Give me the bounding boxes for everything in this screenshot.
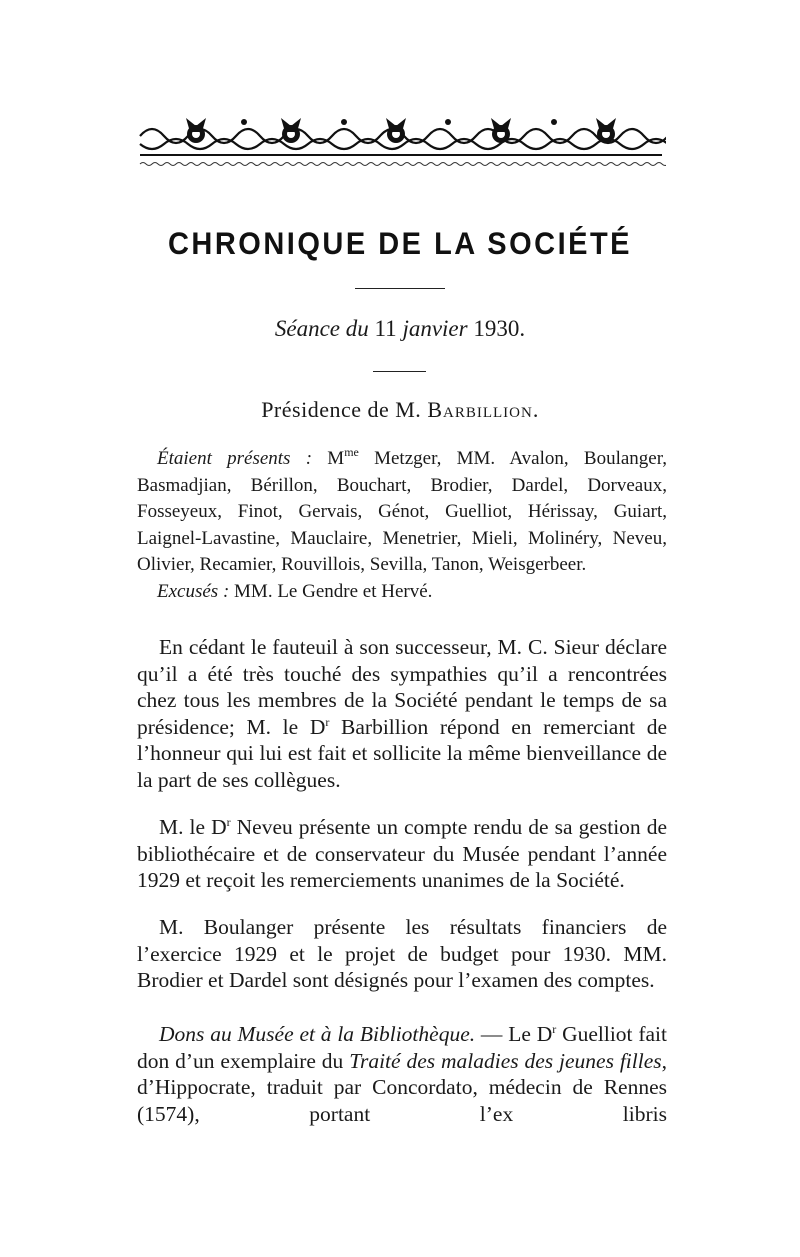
present-title: M: [327, 448, 345, 469]
p4-text-b: Guelliot fait don d’un exemplaire du: [137, 1022, 667, 1073]
present-names: Metzger, MM. Avalon, Boulanger, Basmadjian, Bérillon, Bouchart, Brodier, Dardel, Dorveaux, Fosseyeux, Finot, Gervais, Génot, Guelliot, Hérissay, Guiart, Laignel-Lavastine, Mauclaire, Menetrier, Mieli, Molinéry, Neveu, Olivier, Recamier, Rouvillois, Sevilla, Tanon, Weisgerbeer.: [137, 448, 668, 575]
paragraph-dons: [137, 1021, 667, 1127]
excused-names: MM. Le Gendre et Hervé.: [234, 580, 433, 602]
present-label: Étaient présents :: [157, 448, 313, 469]
presidence-suffix: .: [532, 397, 539, 422]
excused-list: [137, 579, 667, 606]
presidence-prefix: Présidence de M.: [261, 397, 422, 422]
attendance-section: [137, 446, 667, 605]
p2-sup: r: [226, 815, 231, 829]
paragraph-finances: M. Boulanger présente les résultats financiers de l’exercice 1929 et le projet de budget pour 1930. MM. Brodier et Dardel sont désignés pour l’examen des comptes.: [137, 915, 667, 993]
seance-date: [0, 316, 800, 342]
p1-text-a: En cédant le fauteuil à son successeur, M. C. Sieur déclare qu’il a été très touché des sympathies qu’il a rencontrées chez tous les membres de la Société pendant le temps de sa présidence; M. le D: [137, 635, 667, 739]
date-divider: [373, 371, 426, 372]
page-title: CHRONIQUE DE LA SOCIÉTÉ: [167, 226, 633, 262]
p4-book-title: Traité des maladies des jeunes filles: [349, 1048, 662, 1073]
p4-heading: Dons au Musée et à la Bibliothèque.: [159, 1022, 476, 1046]
seance-month: janvier: [402, 316, 468, 341]
p2-text-a: M. le D: [159, 815, 227, 839]
p1-sup: r: [325, 714, 330, 729]
seance-day: 11: [374, 316, 397, 341]
ornament-banner: [136, 110, 666, 170]
seance-prefix: Séance du: [274, 316, 369, 341]
present-title-sup: me: [344, 445, 359, 459]
p4-text-c: , d’Hippocrate, traduit par Concordato, médecin de Rennes (1574), portant l’ex libris: [137, 1048, 668, 1126]
present-list: [137, 446, 667, 579]
p2-text-b: Neveu présente un compte rendu de sa gestion de bibliothécaire et de conservateur du Musée pendant l’année 1929 et reçoit les remerciements unanimes de la Société.: [137, 815, 668, 893]
decorative-scroll-banner-icon: [136, 110, 666, 170]
p4-sup: r: [552, 1022, 557, 1036]
excused-label: Excusés :: [157, 580, 230, 602]
paragraph-compte-rendu: [137, 814, 667, 894]
presidence-line: [0, 397, 800, 423]
president-name: Barbillion: [427, 397, 533, 422]
title-divider: [355, 288, 445, 289]
paragraph-fauteuil: [137, 634, 667, 794]
p1-text-b: Barbillion répond en remerciant de l’honneur qui lui est fait et sollicite la même bienveillance de la part de ses collègues.: [137, 714, 668, 792]
seance-year: 1930.: [473, 316, 526, 341]
p4-text-a: — Le D: [480, 1022, 553, 1046]
